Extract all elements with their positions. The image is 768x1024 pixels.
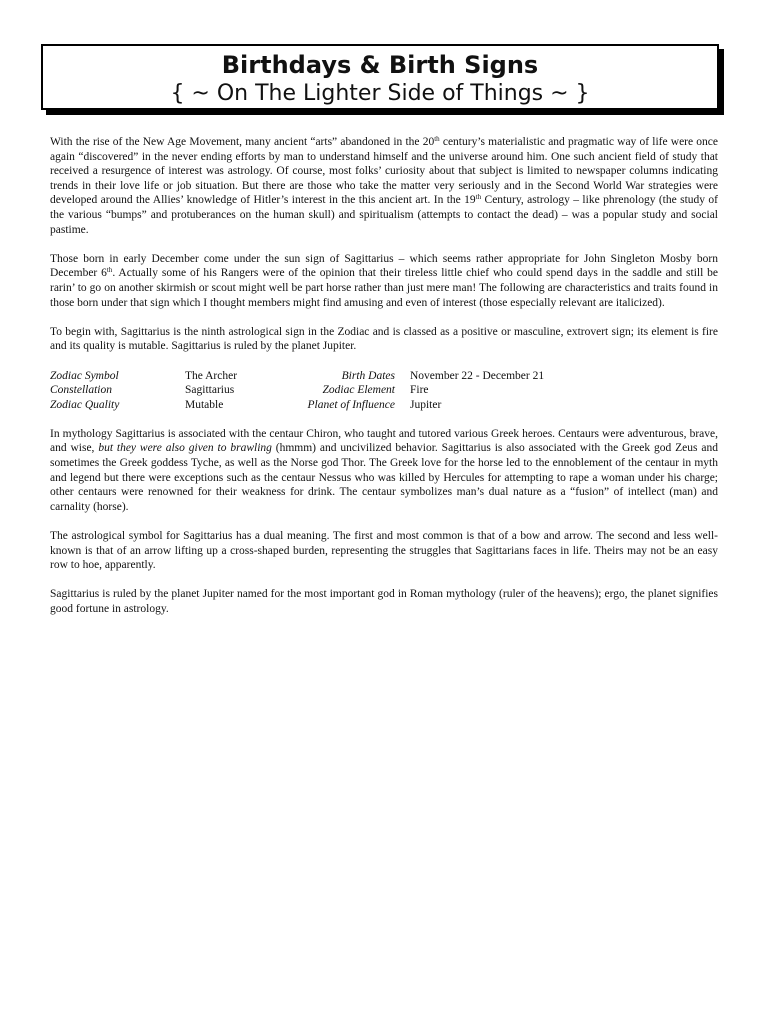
zodiac-label: Constellation <box>50 384 112 397</box>
mythology-italic: but they were also given to brawling <box>98 442 272 455</box>
zodiac-value: Sagittarius <box>185 384 235 397</box>
title-text: Birthdays & Birth Signs <box>221 51 539 79</box>
intro-text-a: With the rise of the New Age Movement, many ancient “arts” abandoned in the 20 <box>50 136 435 148</box>
zodiac-label: Zodiac Element <box>322 384 395 397</box>
zodiac-table <box>50 369 718 413</box>
zodiac-row <box>50 369 718 384</box>
zodiac-value: November 22 - December 21 <box>410 369 545 382</box>
intro-sup-b: th <box>475 193 482 202</box>
intro-text-c: Century, astrology – like phrenology (the study of the various “bumps” and protuberances on the human skull) and spiritualism (attempts to contact the dead) – was a popular study and social pastime. <box>50 194 719 236</box>
mythology-text-b: (hmmm) and uncivilized behavior. Sagittarius is also associated with the Greek god Zeus and sometimes the Greek goddess Tyche, as well as the Norse god Thor. The Greek love for the horse led to the ennoblement of the centaur in myth and legend but there were exceptions such as the centaur Nessus who was killed by Hercules for attempting to rape a woman under his charge; other centaurs were renowned for their weakness for drink. The centaur symbolizes man’s dual nature as a “fusion” of intellect (man) and carnality (horse). <box>50 442 718 513</box>
paragraph-mosby <box>50 252 718 310</box>
page-title <box>43 50 717 80</box>
zodiac-row <box>50 398 718 413</box>
mythology-text-a: In mythology Sagittarius is associated with the centaur Chiron, who taught and tutored various Greek heroes. Centaurs were adventurous, brave, and wise, <box>50 427 718 455</box>
zodiac-value: Mutable <box>185 398 224 411</box>
title-box <box>41 44 719 110</box>
page-subtitle: { ~ On The Lighter Side of Things ~ } <box>170 81 590 106</box>
zodiac-value: The Archer <box>185 369 238 382</box>
zodiac-label: Birth Dates <box>341 369 395 382</box>
mosby-text-b: . Actually some of his Rangers were of the opinion that their tireless little chief who could spend days in the saddle and still be rarin’ to go on another skirmish or scout might well be part horse rather than just mere man! The following are characteristics and traits found in those born under that sign which I thought members might find amusing and even of interest (those especially relevant are italicized). <box>50 267 719 309</box>
paragraph-symbol: The astrological symbol for Sagittarius has a dual meaning. The first and most common is that of a bow and arrow. The second and less well-known is that of an arrow lifting up a cross-shaped burden, representing the struggles that Sagittarians faces in life. Theirs may not be an easy row to hoe, apparently. <box>50 530 718 572</box>
paragraph-jupiter: Sagittarius is ruled by the planet Jupiter named for the most important god in Roman mythology (ruler of the heavens); ergo, the planet signifies good fortune in astrology. <box>50 588 718 615</box>
zodiac-value: Jupiter <box>410 398 442 411</box>
zodiac-label: Zodiac Quality <box>50 398 120 411</box>
intro-text-b: century’s materialistic and pragmatic way of life were once again “discovered” in the never ending efforts by man to understand himself and the universe around him. One such ancient field of study that received a resurgence of interest was astrology. Of course, most folks’ curiosity about that subject is limited to newspaper columns indicating trends in their love life or job situation. But there are those who take the matter very seriously and in the Second World War strategies were developed around the Allies’ knowledge of Hitler’s interest in the this ancient art. In the 19 <box>50 136 718 207</box>
zodiac-row <box>50 383 718 398</box>
paragraph-intro <box>50 135 718 237</box>
article-body <box>50 135 718 631</box>
zodiac-value: Fire <box>410 384 429 397</box>
intro-sup-a: th <box>434 135 440 143</box>
mosby-sup: th <box>106 266 113 275</box>
zodiac-label: Planet of Influence <box>307 398 395 411</box>
paragraph-mythology <box>50 427 718 515</box>
paragraph-begin: To begin with, Sagittarius is the ninth astrological sign in the Zodiac and is classed as a positive or masculine, extrovert sign; its element is fire and its quality is mutable. Sagittarius is ruled by the planet Jupiter. <box>50 325 718 353</box>
zodiac-label: Zodiac Symbol <box>50 369 119 382</box>
mosby-text-a: Those born in early December come under the sun sign of Sagittarius – which seems rather appropriate for John Singleton Mosby born December 6 <box>50 252 718 280</box>
